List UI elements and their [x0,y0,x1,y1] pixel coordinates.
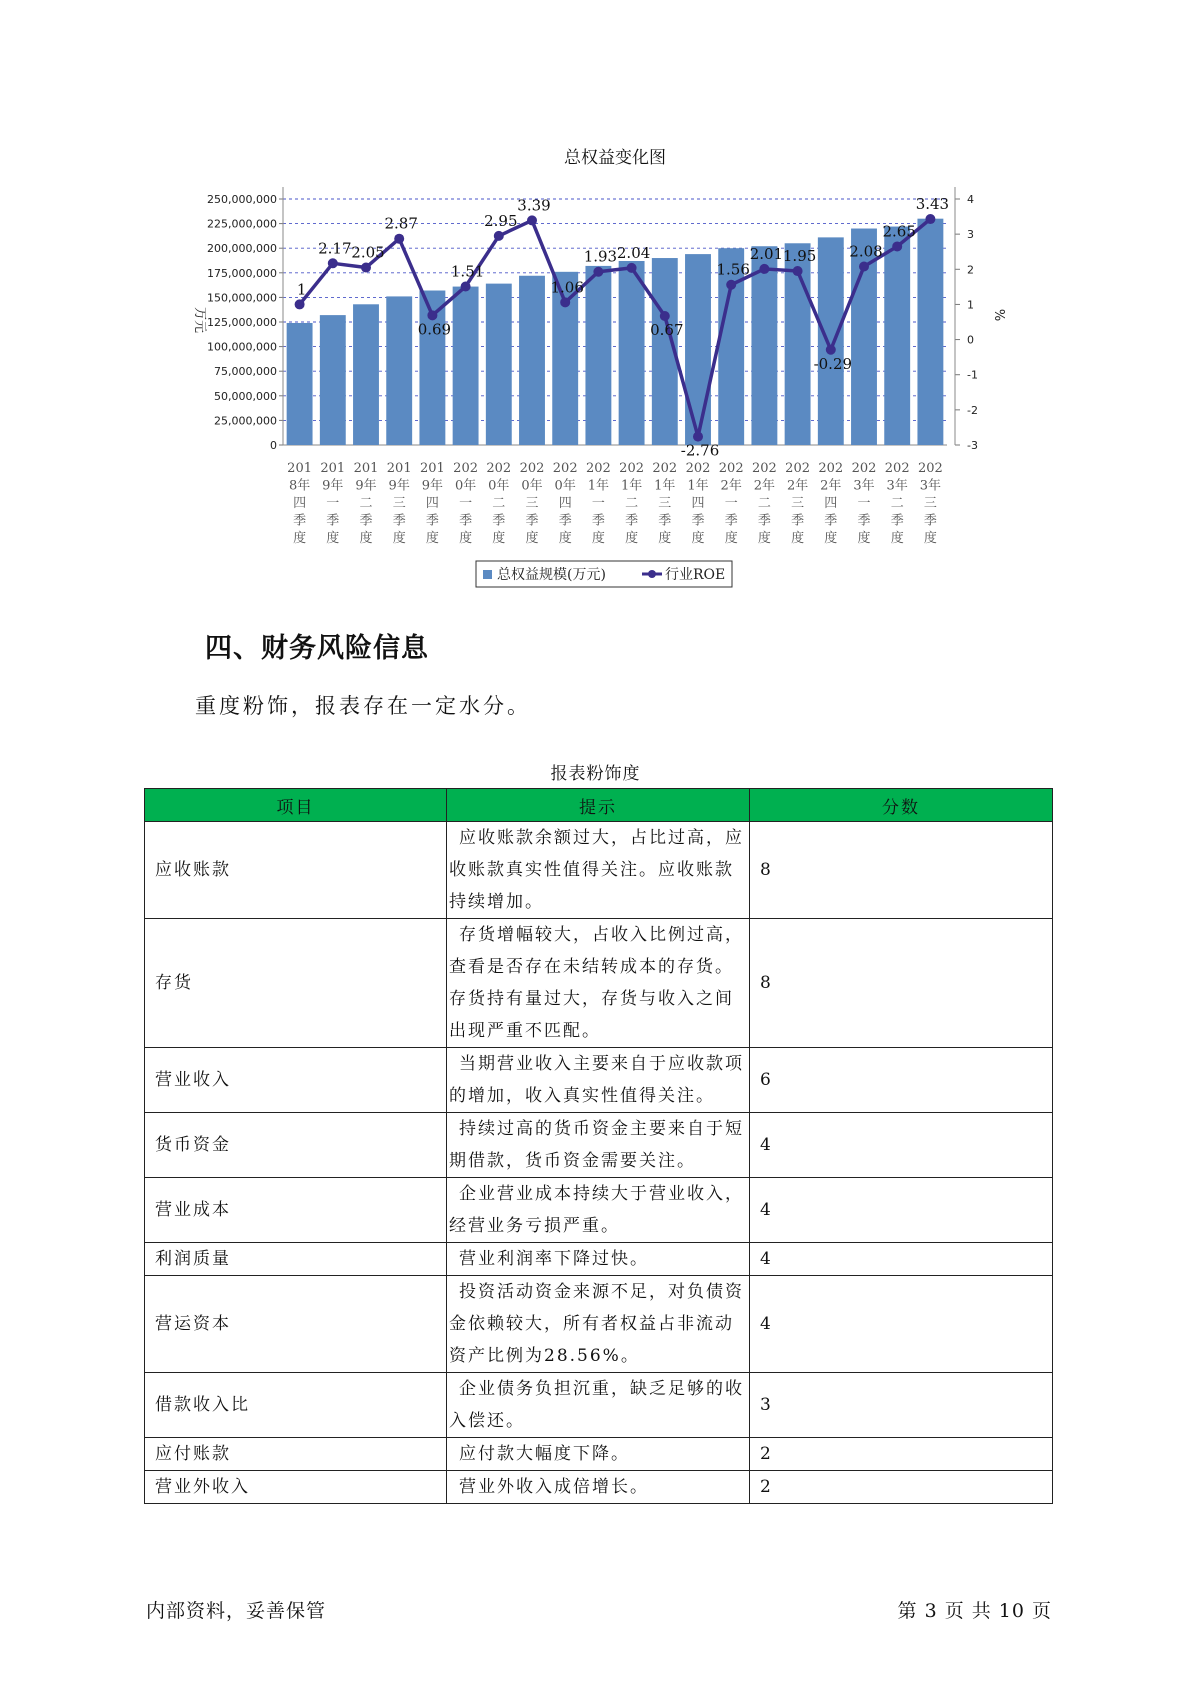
x-tick-label: 四 [558,496,572,511]
roe-data-label: 2.95 [484,211,518,230]
x-tick-label: 一 [591,496,605,511]
x-tick-label: 3年 [919,478,942,494]
x-tick-label: 四 [425,496,439,511]
table-row [145,1471,1053,1504]
bar [685,254,711,445]
row-item: 营运资本 [145,1276,447,1373]
row-hint: 企业营业成本持续大于营业收入，经营业务亏损严重。 [447,1178,750,1243]
roe-data-label: 2.17 [318,239,352,258]
row-hint: 投资活动资金来源不足，对负债资金依赖较大，所有者权益占非流动资产比例为28.56%。 [447,1276,750,1373]
x-tick-label: 202 [718,461,744,476]
row-hint: 当期营业收入主要来自于应收款项的增加，收入真实性值得关注。 [447,1048,750,1113]
row-score: 6 [750,1048,1053,1113]
bar [917,219,943,445]
bar [353,304,379,445]
x-tick-label: 度 [459,531,473,546]
x-tick-label: 0年 [488,478,510,494]
roe-point [328,258,338,268]
row-score: 2 [750,1438,1053,1471]
roe-point [826,345,836,355]
bar [320,315,346,445]
x-tick-label: 季 [923,513,937,529]
x-tick-label: 季 [791,513,805,529]
table-row [145,1438,1053,1471]
x-tick-label: 2年 [820,478,842,494]
roe-point [494,231,504,241]
bar [884,227,910,445]
x-tick-label: 202 [818,461,844,476]
x-tick-label: 三 [658,496,672,511]
x-tick-label: 四 [293,496,307,511]
x-tick-label: 度 [525,531,539,546]
x-tick-label: 季 [658,513,672,529]
y-axis-label-right: % [991,308,1006,322]
page-number: 第 3 页 共 10 页 [897,1600,1052,1622]
roe-data-label: 1.51 [450,262,485,281]
table-row [145,1113,1053,1178]
x-tick-label: 1年 [587,478,610,494]
x-tick-label: 季 [392,513,406,529]
row-hint: 营业外收入成倍增长。 [447,1471,750,1504]
roe-data-label: 3.39 [517,196,551,215]
y-tick-label-left: 250,000,000 [207,193,277,206]
x-tick-label: 1年 [620,478,643,494]
table-row [145,822,1053,919]
x-tick-label: 季 [625,513,639,529]
row-hint: 持续过高的货币资金主要来自于短期借款，货币资金需要关注。 [447,1113,750,1178]
bar [818,237,844,445]
roe-point [593,267,603,277]
roe-point [660,311,670,321]
section-title: 四、财务风险信息 [205,633,429,664]
roe-data-label: 2.65 [882,222,916,241]
row-item: 利润质量 [145,1243,447,1276]
table-row [145,1243,1053,1276]
bar [287,323,313,445]
x-tick-label: 四 [691,496,705,511]
x-tick-label: 季 [591,513,605,529]
x-tick-label: 202 [685,461,711,476]
x-tick-label: 季 [890,513,904,529]
x-tick-label: 201 [287,461,313,476]
row-hint: 应付款大幅度下降。 [447,1438,750,1471]
roe-point [461,282,471,292]
y-tick-label-right: 0 [967,333,974,347]
x-tick-label: 度 [492,531,506,546]
x-tick-label: 9年 [421,478,444,494]
bar [619,261,645,445]
x-tick-label: 四 [824,496,838,511]
roe-data-label: -0.29 [813,354,853,373]
intro-text: 重度粉饰，报表存在一定水分。 [195,694,531,718]
x-tick-label: 3年 [886,478,908,494]
header-item: 项目 [145,789,447,822]
x-tick-label: 二 [492,496,506,511]
legend-bar-swatch [483,570,492,579]
row-item: 存货 [145,919,447,1048]
row-score: 4 [750,1276,1053,1373]
roe-point [427,310,437,320]
table-row [145,1373,1053,1438]
roe-point [759,264,769,274]
x-tick-label: 二 [757,496,771,511]
table-row [145,1048,1053,1113]
y-tick-label-right: -1 [967,368,978,382]
x-tick-label: 二 [890,496,904,511]
x-tick-label: 度 [791,531,805,546]
x-tick-label: 201 [419,461,445,476]
x-tick-label: 度 [890,531,904,546]
y-axis-label-left: 万元 [192,306,207,334]
x-tick-label: 度 [757,531,771,546]
x-tick-label: 度 [326,531,340,546]
row-score: 3 [750,1373,1053,1438]
roe-data-label: 3.43 [915,195,950,214]
row-hint: 存货增幅较大，占收入比例过高，查看是否存在未结转成本的存货。存货持有量过大，存货与收入之间出现严重不匹配。 [447,919,750,1048]
row-item: 营业外收入 [145,1471,447,1504]
y-tick-label-left: 100,000,000 [207,340,277,354]
roe-point [295,299,305,309]
x-tick-label: 202 [619,461,645,476]
x-tick-label: 一 [857,496,871,511]
bar [453,287,479,445]
x-tick-label: 一 [459,496,473,511]
x-tick-label: 度 [293,531,307,546]
y-tick-label-right: 2 [967,263,974,277]
roe-data-label: 1.95 [782,247,817,266]
risk-table [144,788,1053,1504]
x-tick-label: 202 [552,461,578,476]
roe-data-label: 2.08 [849,242,883,261]
y-tick-label-left: 75,000,000 [214,365,277,379]
x-tick-label: 季 [724,513,738,529]
header-hint: 提示 [447,789,750,822]
x-tick-label: 季 [425,513,439,529]
row-item: 货币资金 [145,1113,447,1178]
y-tick-label-left: 50,000,000 [214,389,277,403]
row-item: 应收账款 [145,822,447,919]
roe-point [394,234,404,244]
x-tick-label: 度 [425,531,439,546]
table-caption: 报表粉饰度 [550,764,641,784]
roe-data-label: 0.67 [650,321,684,340]
equity-chart [0,0,1191,600]
x-tick-label: 201 [386,461,412,476]
row-item: 借款收入比 [145,1373,447,1438]
x-tick-label: 度 [691,531,705,546]
legend-line-marker [648,570,656,578]
x-tick-label: 0年 [521,478,543,494]
y-tick-label-right: 4 [967,193,974,206]
x-tick-label: 度 [625,531,639,546]
row-item: 应付账款 [145,1438,447,1471]
y-tick-label-left: 150,000,000 [207,291,277,305]
roe-point [527,215,537,225]
roe-data-label: -2.76 [680,441,720,460]
x-tick-label: 度 [392,531,406,546]
roe-data-label: 2.04 [616,243,651,262]
roe-data-label: 1.56 [716,260,750,279]
chart-title: 总权益变化图 [564,148,666,168]
x-tick-label: 1年 [654,478,676,494]
x-tick-label: 202 [486,461,512,476]
x-tick-label: 度 [359,531,373,546]
x-tick-label: 度 [824,531,838,546]
x-tick-label: 9年 [388,478,410,494]
x-tick-label: 2年 [753,478,776,494]
row-score: 8 [750,822,1053,919]
x-tick-label: 季 [492,513,506,529]
x-tick-label: 2年 [720,478,742,494]
roe-data-label: 0.69 [417,320,452,339]
roe-point [627,263,637,273]
row-score: 4 [750,1178,1053,1243]
y-tick-label-right: -2 [967,403,978,417]
y-tick-label-right: 3 [967,228,974,242]
table-row [145,1178,1053,1243]
x-tick-label: 202 [917,461,943,476]
table-row [145,919,1053,1048]
x-tick-label: 202 [652,461,678,476]
y-tick-label-left: 0 [270,439,277,452]
x-tick-label: 二 [359,496,373,511]
roe-data-label: 2.05 [351,243,385,262]
x-tick-label: 度 [658,531,672,546]
bar [486,284,512,445]
bar [585,266,611,445]
y-tick-label-left: 175,000,000 [207,266,277,280]
roe-point [693,432,703,442]
roe-data-label: 1.06 [550,278,584,297]
roe-point [859,261,869,271]
x-tick-label: 季 [525,513,539,529]
x-tick-label: 季 [757,513,771,529]
roe-point [892,241,902,251]
x-tick-label: 季 [326,513,340,529]
roe-data-label: 2.87 [384,214,418,233]
x-tick-label: 202 [453,461,479,476]
row-score: 8 [750,919,1053,1048]
x-tick-label: 季 [691,513,705,529]
y-tick-label-left: 25,000,000 [214,414,277,428]
row-score: 2 [750,1471,1053,1504]
table-row [145,1276,1053,1373]
x-tick-label: 8年 [288,478,311,494]
x-tick-label: 201 [353,461,379,476]
x-tick-label: 度 [857,531,871,546]
x-tick-label: 二 [625,496,639,511]
x-tick-label: 0年 [454,478,477,494]
x-tick-label: 三 [791,496,805,511]
x-tick-label: 三 [392,496,406,511]
y-tick-label-left: 125,000,000 [207,316,277,329]
x-tick-label: 202 [751,461,777,476]
x-tick-label: 9年 [322,478,344,494]
x-tick-label: 一 [326,496,340,511]
x-tick-label: 1年 [687,478,709,494]
y-tick-label-right: -3 [967,439,978,452]
y-tick-label-left: 225,000,000 [207,217,277,231]
x-tick-label: 202 [884,461,910,476]
x-tick-label: 度 [591,531,605,546]
row-item: 营业成本 [145,1178,447,1243]
roe-data-label: 1 [296,280,307,299]
roe-data-label: 2.01 [749,244,784,263]
x-tick-label: 季 [558,513,572,529]
legend-line-label: 行业ROE [665,567,726,583]
y-tick-label-left: 200,000,000 [207,242,277,256]
x-tick-label: 度 [923,531,937,546]
x-tick-label: 2年 [786,478,809,494]
x-tick-label: 0年 [554,478,576,494]
x-tick-label: 202 [585,461,611,476]
row-score: 4 [750,1113,1053,1178]
roe-point [793,266,803,276]
roe-point [560,297,570,307]
x-tick-label: 季 [824,513,838,529]
x-tick-label: 三 [923,496,937,511]
x-tick-label: 202 [851,461,877,476]
roe-data-label: 1.93 [583,247,618,266]
x-tick-label: 201 [320,461,346,476]
footer-note: 内部资料，妥善保管 [146,1600,327,1622]
legend-bar-label: 总权益规模(万元) [497,567,606,583]
x-tick-label: 一 [724,496,738,511]
x-tick-label: 季 [293,513,307,529]
row-item: 营业收入 [145,1048,447,1113]
roe-point [726,280,736,290]
row-score: 4 [750,1243,1053,1276]
y-tick-label-right: 1 [967,298,974,312]
row-hint: 营业利润率下降过快。 [447,1243,750,1276]
row-hint: 企业债务负担沉重，缺乏足够的收入偿还。 [447,1373,750,1438]
x-tick-label: 9年 [355,478,377,494]
bar [386,296,412,445]
x-tick-label: 季 [459,513,473,529]
x-tick-label: 三 [525,496,539,511]
x-tick-label: 202 [785,461,811,476]
x-tick-label: 季 [359,513,373,529]
bar [519,276,545,445]
bar [751,246,777,445]
x-tick-label: 季 [857,513,871,529]
x-tick-label: 202 [519,461,545,476]
roe-point [361,263,371,273]
x-tick-label: 度 [558,531,572,546]
header-score: 分数 [750,789,1053,822]
x-tick-label: 3年 [853,478,875,494]
roe-point [925,214,935,224]
x-tick-label: 度 [724,531,738,546]
table-header-row [145,789,1053,822]
row-hint: 应收账款余额过大，占比过高，应收账款真实性值得关注。应收账款持续增加。 [447,822,750,919]
